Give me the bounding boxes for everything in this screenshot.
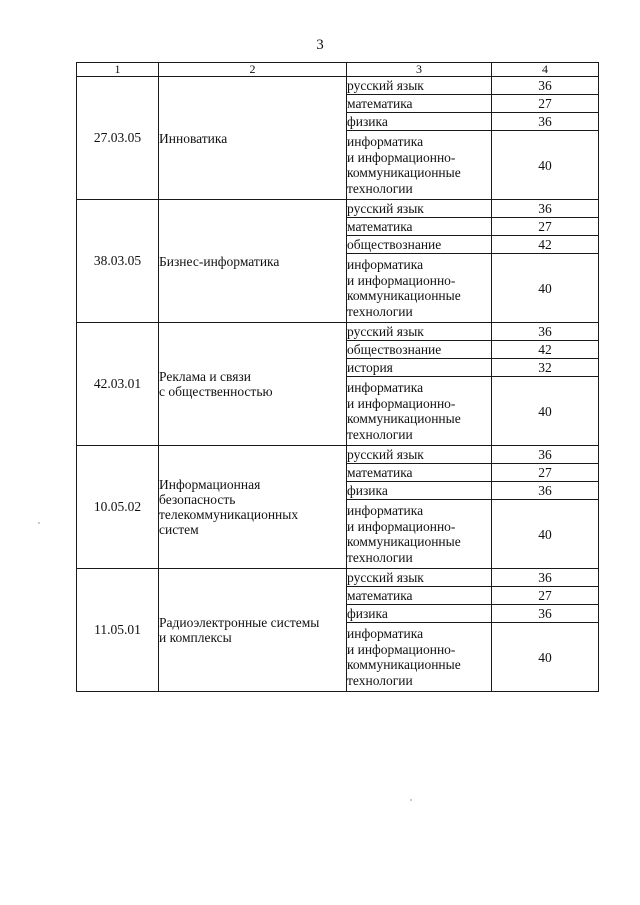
subject-name-line: и информационно- xyxy=(347,272,456,288)
min-score: 36 xyxy=(492,446,599,464)
table-row xyxy=(77,446,599,464)
subject-name-line: обществознание xyxy=(347,342,442,357)
subject-name-line: и информационно- xyxy=(347,149,456,165)
program-code: 27.03.05 xyxy=(77,77,159,200)
subject-name-line: русский язык xyxy=(347,78,424,93)
subject-name xyxy=(347,131,492,200)
subject-name-line: технологии xyxy=(347,426,413,442)
min-score: 36 xyxy=(492,200,599,218)
subject-name xyxy=(347,359,492,377)
subject-name-line: математика xyxy=(347,219,413,234)
subject-name xyxy=(347,377,492,446)
program-name-line: с общественностью xyxy=(159,384,273,399)
subject-name xyxy=(347,254,492,323)
min-score: 27 xyxy=(492,587,599,605)
scan-speck xyxy=(410,799,412,801)
subject-name xyxy=(347,113,492,131)
table-row xyxy=(77,77,599,95)
subject-name-line: коммуникационные xyxy=(347,288,461,303)
subject-name-line: и информационно- xyxy=(347,518,456,534)
subject-name-line: история xyxy=(347,360,393,375)
program-name xyxy=(159,200,347,323)
subject-name-line: математика xyxy=(347,588,413,603)
table-row xyxy=(77,323,599,341)
min-score: 27 xyxy=(492,95,599,113)
program-name xyxy=(159,569,347,692)
min-score: 36 xyxy=(492,569,599,587)
subject-name xyxy=(347,446,492,464)
column-header-4: 4 xyxy=(492,63,599,77)
subject-name-line: математика xyxy=(347,465,413,480)
subject-name xyxy=(347,623,492,692)
subject-name-line: информатика xyxy=(347,503,424,518)
subject-name-line: информатика xyxy=(347,626,424,641)
min-score: 32 xyxy=(492,359,599,377)
subject-name xyxy=(347,605,492,623)
table-row xyxy=(77,569,599,587)
subject-name-line: технологии xyxy=(347,303,413,319)
subject-name-line: физика xyxy=(347,114,388,129)
subject-name-line: информатика xyxy=(347,134,424,149)
subject-name-line: технологии xyxy=(347,180,413,196)
program-code: 38.03.05 xyxy=(77,200,159,323)
subject-name xyxy=(347,341,492,359)
subject-name xyxy=(347,500,492,569)
subject-name xyxy=(347,200,492,218)
min-score: 27 xyxy=(492,464,599,482)
subject-name-line: информатика xyxy=(347,257,424,272)
admission-table xyxy=(76,62,599,692)
column-header-2: 2 xyxy=(159,63,347,77)
subject-name xyxy=(347,569,492,587)
program-name xyxy=(159,77,347,200)
program-name-line: Информационная xyxy=(159,477,261,492)
subject-name xyxy=(347,323,492,341)
subject-name xyxy=(347,95,492,113)
subject-name-line: коммуникационные xyxy=(347,534,461,549)
min-score: 36 xyxy=(492,605,599,623)
min-score: 36 xyxy=(492,323,599,341)
subject-name xyxy=(347,482,492,500)
subject-name-line: и информационно- xyxy=(347,395,456,411)
subject-name xyxy=(347,236,492,254)
subject-name-line: математика xyxy=(347,96,413,111)
min-score: 40 xyxy=(492,254,599,323)
page-number: 3 xyxy=(316,37,324,53)
min-score: 36 xyxy=(492,77,599,95)
subject-name-line: русский язык xyxy=(347,324,424,339)
min-score: 40 xyxy=(492,377,599,446)
subject-name-line: и информационно- xyxy=(347,641,456,657)
subject-name-line: физика xyxy=(347,483,388,498)
program-code: 10.05.02 xyxy=(77,446,159,569)
min-score: 40 xyxy=(492,623,599,692)
subject-name-line: русский язык xyxy=(347,447,424,462)
program-name-line: Реклама и связи xyxy=(159,369,251,384)
program-name-line: Инноватика xyxy=(159,130,228,146)
min-score: 40 xyxy=(492,131,599,200)
subject-name-line: коммуникационные xyxy=(347,165,461,180)
program-name-line: безопасность xyxy=(159,492,236,507)
subject-name-line: русский язык xyxy=(347,201,424,216)
header-row xyxy=(77,63,599,77)
program-name-line: систем xyxy=(159,522,199,537)
min-score: 27 xyxy=(492,218,599,236)
scan-speck xyxy=(38,522,40,524)
subject-name-line: русский язык xyxy=(347,570,424,585)
program-name-line: и комплексы xyxy=(159,630,232,645)
subject-name-line: коммуникационные xyxy=(347,411,461,426)
min-score: 42 xyxy=(492,236,599,254)
subject-name xyxy=(347,587,492,605)
subject-name xyxy=(347,218,492,236)
program-name xyxy=(159,323,347,446)
table-row xyxy=(77,200,599,218)
subject-name-line: физика xyxy=(347,606,388,621)
min-score: 36 xyxy=(492,482,599,500)
min-score: 42 xyxy=(492,341,599,359)
subject-name xyxy=(347,464,492,482)
program-name-line: Радиоэлектронные системы xyxy=(159,615,320,630)
program-name-line: Бизнес-информатика xyxy=(159,253,280,269)
subject-name-line: технологии xyxy=(347,672,413,688)
subject-name-line: коммуникационные xyxy=(347,657,461,672)
column-header-3: 3 xyxy=(347,63,492,77)
min-score: 40 xyxy=(492,500,599,569)
column-header-1: 1 xyxy=(77,63,159,77)
subject-name-line: технологии xyxy=(347,549,413,565)
subject-name xyxy=(347,77,492,95)
subject-name-line: информатика xyxy=(347,380,424,395)
program-code: 11.05.01 xyxy=(77,569,159,692)
program-code: 42.03.01 xyxy=(77,323,159,446)
program-name-line: телекоммуникационных xyxy=(159,507,299,522)
min-score: 36 xyxy=(492,113,599,131)
subject-name-line: обществознание xyxy=(347,237,442,252)
program-name xyxy=(159,446,347,569)
